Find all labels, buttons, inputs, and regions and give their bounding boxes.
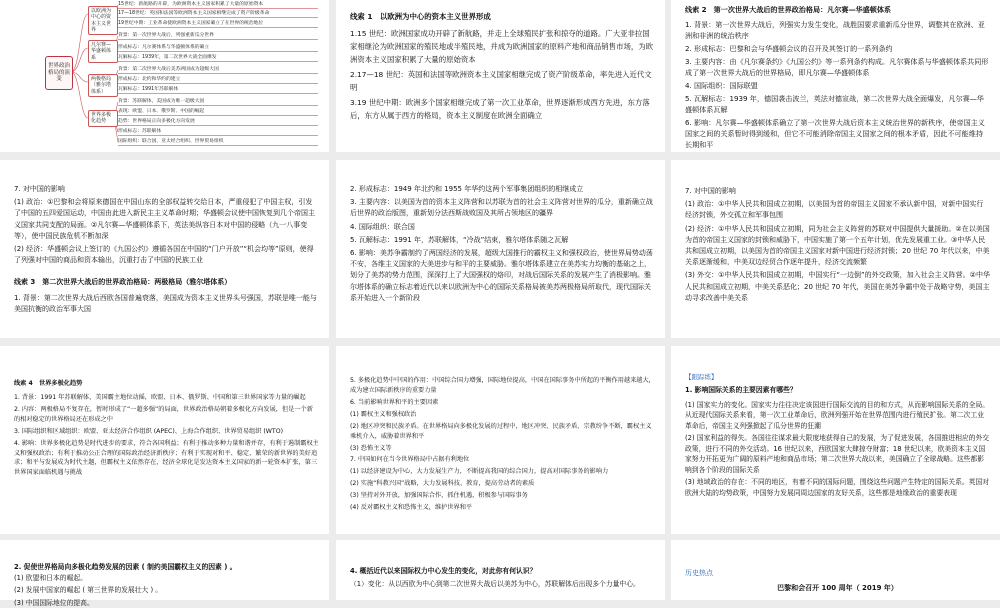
paragraph: 2. 内容：两极格局不复存在，暂时形成了“一超多强”的局面，世界政治格局朝着多极化方向发展，但是一个新的相对稳定的世界格局还在形成之中 <box>14 405 313 423</box>
mindmap-leaf: 形成标志：北约和华约的建立 <box>118 77 318 84</box>
paragraph: (2) 经济：①中华人民共和国成立初期，同为社会主义阵营的苏联对中国提供大量援助。②在以美国为首的帝国主义国家的封锁和威胁下，中国实施了第一个五年计划，优先发展重工业。③中华人民共和国成立初期，以美国为首的帝国主义国家对新中国进行经济封锁；20 世纪 70 年代以来，中美关系逐渐缓和，中美双边经贸合作逐年提升，经济交流频繁 <box>685 224 990 267</box>
paragraph: 2.17—18 世纪：英国和法国等欧洲资本主义国家相继完成了资产阶级革命，率先进入近代文明 <box>350 69 652 92</box>
slide-heading: 线索 2 第一次世界大战后的世界政治格局：凡尔赛—华盛顿体系 <box>685 5 892 14</box>
slide-heading: 线索 3 第二次世界大战后的世界政治格局：两极格局（雅尔塔体系） <box>14 278 232 287</box>
mindmap-leaf: 背景：第二次世界大战后美苏两国成为超级大国 <box>118 67 318 74</box>
paragraph: 1. 背景：第一次世界大战后，列强实力发生变化，战胜国要求重新瓜分世界，调整其在欧洲、亚洲和非洲的统治秩序 <box>685 19 985 40</box>
mindmap-node-bipolar: 两极格局（雅尔塔体系） <box>88 74 118 97</box>
slide-heading: 线索 4 世界多极化趋势 <box>14 380 83 387</box>
practice-tag: 【跟踪练】 <box>685 373 718 381</box>
paragraph: (3) 外交：①中华人民共和国成立初期，中国实行“一边倒”的外交政策，加入社会主义阵营。②中华人民共和国成立初期，中美关系恶化；20 世纪 70 年代，美国在美苏争霸中处于战略守势，美国主动寻求改善中美关系 <box>685 271 990 302</box>
paragraph: (2) 实施“科教兴国”战略，大力发展科技、教育，提高劳动者的素质 <box>350 480 535 488</box>
paragraph: 2. 形成标志：1949 年北约和 1955 年华约这两个军事集团组织的相继成立 <box>350 185 584 193</box>
paragraph: 6. 影响：美苏争霸制约了两国经济的发展，超级大国推行的霸权主义和强权政治，使世界局势动荡不安，各维主义国家的大美进步与和平的主要威胁。雅尔塔体系建立在美苏实力均衡的基础之上，划分了美苏的势力范围，深深打上了大国强权的烙印，对战后国际关系的发展产生了消极影响。雅尔塔体系的确立标志着近代以来以欧洲为中心的国际关系格局被美苏两极格局所取代，现代国际关系开始进入一个新阶段 <box>350 248 653 302</box>
paragraph: (3) 坚持对外开放，加强国际合作，抓住机遇，积极参与国际事务 <box>350 492 528 500</box>
slide-history-hotspot[interactable] <box>671 540 1000 600</box>
slide-practice-1[interactable] <box>671 346 1000 534</box>
paragraph: (2) 发展中国家的崛起 ( 第三世界的发展壮大 ) 。 <box>14 586 163 595</box>
mindmap-leaf: 背景：第一次世界大战后，列强重新瓜分世界 <box>118 33 318 40</box>
mindmap-leaf: 瓦解标志：1991年苏联解体 <box>118 87 318 94</box>
paragraph: 5. 瓦解标志：1939 年，德国袭击波兰，英法对德宣战，第二次世界大战全面爆发，凡尔赛—华盛顿体系瓦解 <box>685 93 984 114</box>
paragraph: 3. 主要内容：以美国为首的资本主义阵营和以苏联为首的社会主义阵营对世界的瓜分，重新确立战后世界的政治版图，重新划分法西斯战败国及其所占领地区的疆界 <box>350 198 653 218</box>
mindmap-leaf: 17—18世纪：英国和法国等欧洲资本主义国家相继完成了资产阶级革命 <box>118 11 318 18</box>
slide-heading: 2. 促使世界格局向多极化趋势发展的因素 ( 制约美国霸权主义的因素 ) 。 <box>14 563 237 571</box>
paragraph: 3. 国际组织和区域组织：欧盟、亚太经济合作组织 (APEC)、上海合作组织、世界贸易组织 (WTO) <box>14 427 283 435</box>
paragraph: (2) 经济：华盛顿会议上签订的《九国公约》遵循各国在中国的“门户开放”“机会均等”原则，使得了列强对中国的商品和资本输出，沉重打击了中国的民族工业 <box>14 244 314 265</box>
mindmap-leaf: 国际组织：联合国、亚太经合组织、世界贸易组织 <box>118 139 318 146</box>
paragraph: 5. 瓦解标志：1991 年，苏联解体，“冷战”结束，雅尔塔体系随之瓦解 <box>350 235 569 244</box>
paragraph: 4. 影响：世界多极化趋势是时代进步的要求，符合各国利益；有利于推动多种力量和谐并存，有利于遏制霸权主义和强权政治；有利于推动公正合理的国际政治经济新秩序；有利于实现对和平、稳定、繁荣的新世界的美好追求；和平与发展成为时代主题，但霸权主义依然存在，经济全球化是发达资本主义国家的新一轮资本扩张，第三世界国家面临机遇与挑战 <box>14 439 319 477</box>
hotspot-tag: 历史热点 <box>685 569 713 577</box>
mindmap-leaf: 19世纪中期：工业革命使欧洲资本主义国家确立了在世界的统治地位 <box>118 21 318 28</box>
slide-heading: 4. 概括近代以来国际权力中心发生的变化，对此你有何认识？ <box>350 567 537 575</box>
paragraph: (2) 地区冲突和民族矛盾。在世界格局向多极化发展的过程中，地区冲突、民族矛盾、宗教纷争不断，霸权主义乘机介入，威胁着世界和平 <box>350 422 652 440</box>
paragraph: (1) 国家实力的变化。国家实力往往决定该国进行国际交流的目的和方式，从而影响国际关系的全局。从近现代国际关系来看，第一次工业革命后，欧洲列强开始在世界范围内进行殖民扩张。第二次工业革命后，帝国主义列强掀起了瓜分世界的狂潮 <box>685 400 990 430</box>
paragraph: 7. 对中国的影响 <box>685 187 736 195</box>
slide-clue-4[interactable] <box>0 346 329 534</box>
mindmap-leaf: 15世纪：新航路的开辟，为欧洲资本主义国家积累了大量的原始资本 <box>118 2 318 9</box>
paragraph: (3) 中国国际地位的提高。 <box>14 598 94 607</box>
paragraph: 5. 多极化趋势中中国的作用：中国综合国力增强，国际地位提高，中国在国际事务中所起的平衡作用越来越大，成为建立国际新秩序的重要力量 <box>350 377 655 394</box>
paragraph: (1) 以经济建设为中心，大力发展生产力，不断提高我国的综合国力，提高对国际事务的影响力 <box>350 468 609 476</box>
paragraph: (3) 恐怖主义等 <box>350 444 392 452</box>
paragraph: 4. 国际组织：国际联盟 <box>685 80 758 90</box>
paragraph: (1) 政治：①中华人民共和国成立初期，以美国为首的帝国主义国家不承认新中国，对新中国实行经济封锁，外交孤立和军事包围 <box>685 200 984 220</box>
hotspot-title: 巴黎和会召开 100 周年（ 2019 年） <box>777 583 898 592</box>
slide-heading: 线索 1 以欧洲为中心的资本主义世界形成 <box>350 12 491 21</box>
paragraph: (3) 地域政治的存在：不同的地区，有着不同的国际问题，围绕这些问题产生特定的国际关系。英国对欧洲大陆的均势政策，中国努力发展同周边国家的友好关系，这些都是地缘政治的重要表现 <box>685 478 990 497</box>
paragraph: 1.15 世纪：欧洲国家成功开辟了新航路，并走上全球殖民扩张和掠夺的道路。广大亚非拉国家相继沦为欧洲国家的殖民地或半殖民地，并成为欧洲国家的原料产地和商品销售市场，为欧洲资本主义国家积累了大量的原始资本 <box>350 28 654 64</box>
mindmap-leaf: 形成标志：苏联解体 <box>118 129 318 136</box>
slide-bipolar[interactable] <box>336 160 665 338</box>
paragraph: 7. 中国如何在当今世界格局中占据有利地位 <box>350 456 470 464</box>
mindmap-leaf: 趋势：世界格局正向多极化方向发展 <box>118 119 318 126</box>
paragraph: 3. 主要内容：由《凡尔赛条约》《九国公约》等一系列条约构成。凡尔赛体系与华盛顿体系共同形成了第一次世界大战后的世界格局，即凡尔赛—华盛顿体系 <box>685 56 989 77</box>
slide-practice-2[interactable] <box>0 540 329 607</box>
slide-china-impact-1[interactable] <box>0 160 329 338</box>
mindmap-leaf: 瓦解标志：1939年，第二次世界大战全面爆发 <box>118 55 318 62</box>
slide-clue-2[interactable] <box>671 0 1000 152</box>
slide-practice-4[interactable] <box>336 540 665 600</box>
paragraph: 6. 影响：凡尔赛—华盛顿体系确立了第一次世界大战后资本主义统治世界的新秩序，使帝国主义国家之间的关系暂时得到缓和，但它不可能消除帝国主义国家之间的根本矛盾，因此不可能维持长期和平 <box>685 117 985 149</box>
paragraph: 1. 背景：第二次世界大战后西欧各国普遍衰落，美国成为资本主义世界头号强国，苏联是唯一能与美国抗衡的政治军事大国 <box>14 293 317 313</box>
mindmap-node-versailles: 凡尔赛—华盛顿体系 <box>88 40 118 63</box>
mindmap-leaf: 表现：欧盟、日本、俄罗斯、中国的崛起 <box>118 109 318 116</box>
mindmap-leaf: 背景：苏联解体，美国成为唯一超级大国 <box>118 99 318 106</box>
slide-mindmap[interactable] <box>0 0 329 152</box>
paragraph: 2. 形成标志：巴黎和会与华盛顿会议的召开及其签订的一系列条约 <box>685 43 893 53</box>
mindmap-leaf: 形成标志：凡尔赛体系与华盛顿体系的确立 <box>118 45 318 52</box>
mindmap <box>0 0 329 152</box>
paragraph: 6. 当前影响世界和平的主要因素 <box>350 398 439 406</box>
slide-china-impact-2[interactable] <box>671 160 1000 338</box>
paragraph: (1) 霸权主义和强权政治 <box>350 410 417 418</box>
mindmap-node-europe: 以欧洲为中心的资本主义世界 <box>88 6 118 35</box>
paragraph: （1）变化：从以西欧为中心到第二次世界大战后以美苏为中心，苏联解体后出现多个力量中心。 <box>350 579 640 588</box>
paragraph: (2) 国家利益的得失。各国往往谋求最大限度地获得自己的发展，为了促进发展，各国推进相应的外交政策，进行不同的外交活动。16 世纪以来，西欧国家大肆掠夺财富；18 世纪以来，欧美资本主义国家努力开拓更为广阔的原料产地和商品市场；第二次世界大战以来，美国确立了全球战略。这些都影响到各个阶段的国际关系 <box>685 434 990 474</box>
paragraph: 1. 背景：1991 年苏联解体，美国霸主地位动摇，欧盟、日本、俄罗斯、中国和第三世界国家等力量的崛起 <box>14 393 306 401</box>
paragraph: (1) 政治：①巴黎和会将原来德国在中国山东的全部权益转交给日本，严重侵犯了中国主权，引发了中国的五四爱国运动，中国由此进入新民主主义革命时期；华盛顿会议使中国恢复到几个帝国主义国家共同支配的局面。②凡尔赛—华盛顿体系下，英法美纵容日本对中国的侵略（九一八事变等），使中国民族危机不断加深 <box>14 198 315 240</box>
paragraph: (1) 欧盟和日本的崛起。 <box>14 574 87 583</box>
slide-multipolar-china[interactable] <box>336 346 665 534</box>
paragraph: 3.19 世纪中期：欧洲多个国家相继完成了第一次工业革命，世界逐渐形成西方先进，东方落后，东方从属于西方的格局，资本主义制度在欧洲全面确立 <box>350 97 650 120</box>
paragraph: 4. 国际组织：联合国 <box>350 222 415 231</box>
paragraph: 7. 对中国的影响 <box>14 185 65 193</box>
slide-clue-1[interactable] <box>336 0 665 152</box>
slide-heading: 1. 影响国际关系的主要因素有哪些？ <box>685 386 797 395</box>
mindmap-center: 世界政治格局的演变 <box>45 56 73 90</box>
paragraph: (4) 反对霸权主义和恐怖主义，维护世界和平 <box>350 504 473 512</box>
mindmap-node-multipolar: 世界多极化趋势 <box>88 110 118 127</box>
